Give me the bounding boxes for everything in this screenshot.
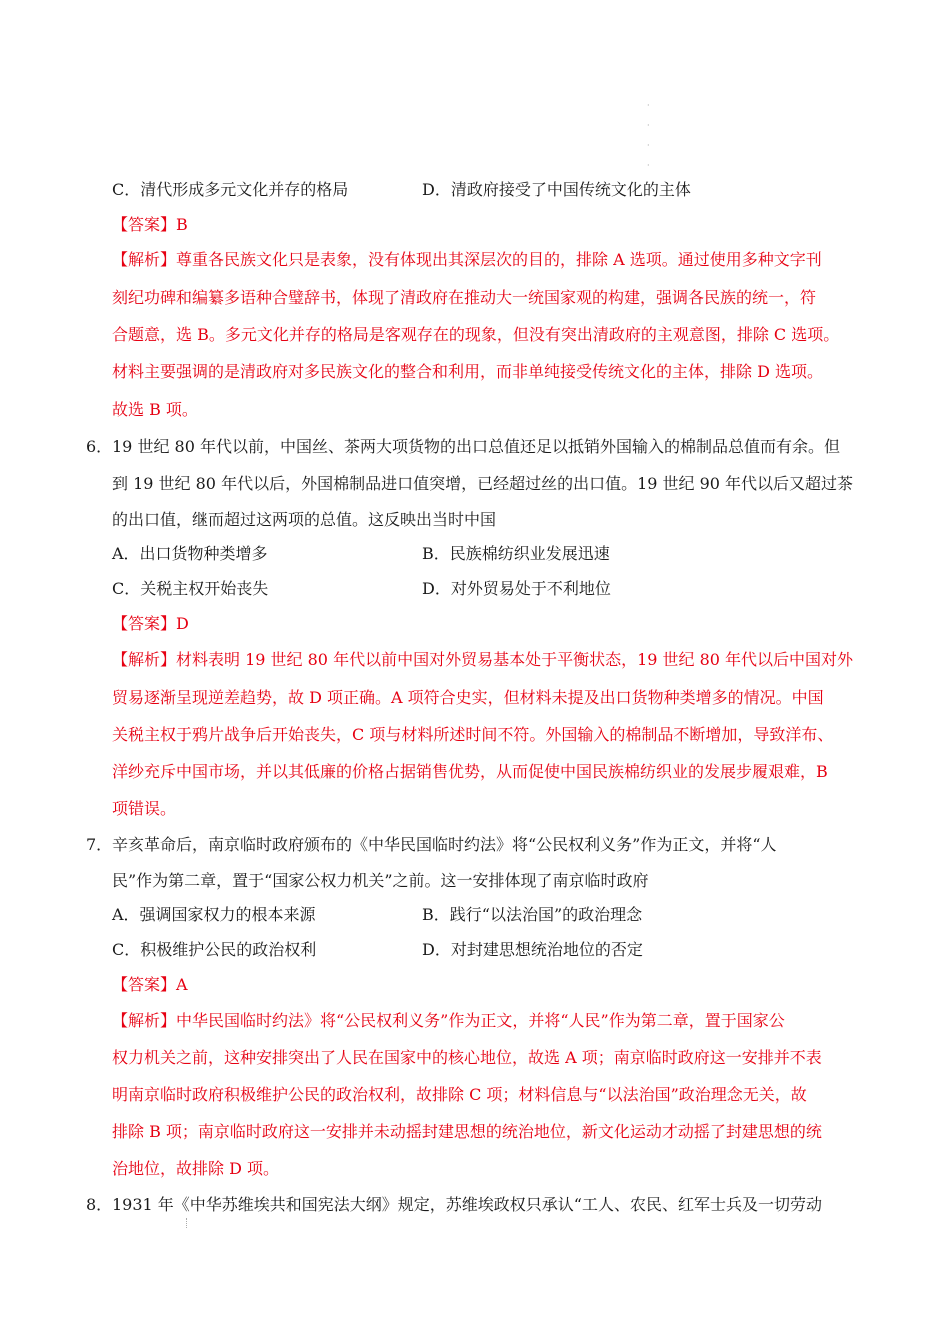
q6-stem-line: 的出口值，继而超过这两项的总值。这反映出当时中国: [112, 510, 497, 529]
q5-option-c[interactable]: C．清代形成多元文化并存的格局: [112, 180, 349, 199]
q6-stem-line: 19 世纪 80 年代以前，中国丝、茶两大项货物的出口总值还足以抵销外国输入的棉制品总值而有余。但: [112, 437, 840, 456]
q7-option-b[interactable]: B．践行“以法治国”的政治理念: [422, 905, 643, 924]
margin-tick: [186, 1218, 188, 1228]
q7-option-c[interactable]: C．积极维护公民的政治权利: [112, 940, 317, 959]
q5-analysis-line: 故选 B 项。: [112, 400, 198, 419]
q7-stem-line: 民”作为第二章，置于“国家公权力机关”之前。这一安排体现了南京临时政府: [112, 871, 649, 890]
q6-answer: 【答案】D: [112, 614, 189, 633]
q7-option-d[interactable]: D．对封建思想统治地位的否定: [422, 940, 643, 959]
q5-answer: 【答案】B: [112, 215, 188, 234]
q6-option-c[interactable]: C．关税主权开始丧失: [112, 579, 269, 598]
q6-analysis-line: 项错误。: [112, 799, 177, 818]
q6-analysis-line: 洋纱充斥中国市场，并以其低廉的价格占据销售优势，从而促使中国民族棉纺织业的发展步履艰难，B: [112, 762, 828, 781]
q8-stem-line: 1931 年《中华苏维埃共和国宪法大纲》规定，苏维埃政权只承认“工人、农民、红军士兵及一切劳动: [112, 1195, 822, 1214]
q7-stem-line: 辛亥革命后，南京临时政府颁布的《中华民国临时约法》将“公民权利义务”作为正文，并将“人: [112, 835, 777, 854]
q8-number: 8．: [86, 1195, 113, 1214]
q6-number: 6．: [86, 437, 113, 456]
q7-answer: 【答案】A: [112, 975, 188, 994]
q6-option-a[interactable]: A．出口货物种类增多: [112, 544, 268, 563]
q7-analysis-line: 排除 B 项；南京临时政府这一安排并未动摇封建思想的统治地位，新文化运动才动摇了封建思想的统: [112, 1122, 822, 1141]
q7-number: 7．: [86, 835, 113, 854]
q5-option-d[interactable]: D．清政府接受了中国传统文化的主体: [422, 180, 691, 199]
q5-analysis-line: 刻纪功碑和编纂多语种合璧辞书，体现了清政府在推动大一统国家观的构建，强调各民族的统一，符: [112, 288, 817, 307]
q6-analysis-line: 【解析】材料表明 19 世纪 80 年代以前中国对外贸易基本处于平衡状态，19 世纪 80 年代以后中国对外: [112, 650, 854, 669]
q5-analysis-line: 合题意，选 B。多元文化并存的格局是客观存在的现象，但没有突出清政府的主观意图，排除 C 选项。: [112, 325, 840, 344]
q6-analysis-line: 关税主权于鸦片战争后开始丧失，C 项与材料所述时间不符。外国输入的棉制品不断增加，导致洋布、: [112, 725, 834, 744]
q7-analysis-line: 明南京临时政府积极维护公民的政治权利，故排除 C 项；材料信息与“以法治国”政治理念无关，故: [112, 1085, 807, 1104]
q7-analysis-line: 治地位，故排除 D 项。: [112, 1159, 280, 1178]
q5-analysis-line: 材料主要强调的是清政府对多民族文化的整合和利用，而非单纯接受传统文化的主体，排除 D 选项。: [112, 362, 824, 381]
q6-stem-line: 到 19 世纪 80 年代以后，外国棉制品进口值突增，已经超过丝的出口值。19 世纪 90 年代以后又超过茶: [112, 474, 854, 493]
q6-option-b[interactable]: B．民族棉纺织业发展迅速: [422, 544, 610, 563]
q7-analysis-line: 【解析】中华民国临时约法》将“公民权利义务”作为正文，并将“人民”作为第二章，置于国家公: [112, 1011, 785, 1030]
q6-option-d[interactable]: D．对外贸易处于不利地位: [422, 579, 611, 598]
q5-analysis-line: 【解析】尊重各民族文化只是表象，没有体现出其深层次的目的，排除 A 选项。通过使用多种文字刊: [112, 250, 822, 269]
q7-analysis-line: 权力机关之前，这种安排突出了人民在国家中的核心地位，故选 A 项；南京临时政府这一安排并不表: [112, 1048, 822, 1067]
q7-option-a[interactable]: A．强调国家权力的根本来源: [112, 905, 316, 924]
margin-dots: · · · ·: [647, 101, 650, 170]
q6-analysis-line: 贸易逐渐呈现逆差趋势，故 D 项正确。A 项符合史实，但材料未提及出口货物种类增多的情况。中国: [112, 688, 824, 707]
